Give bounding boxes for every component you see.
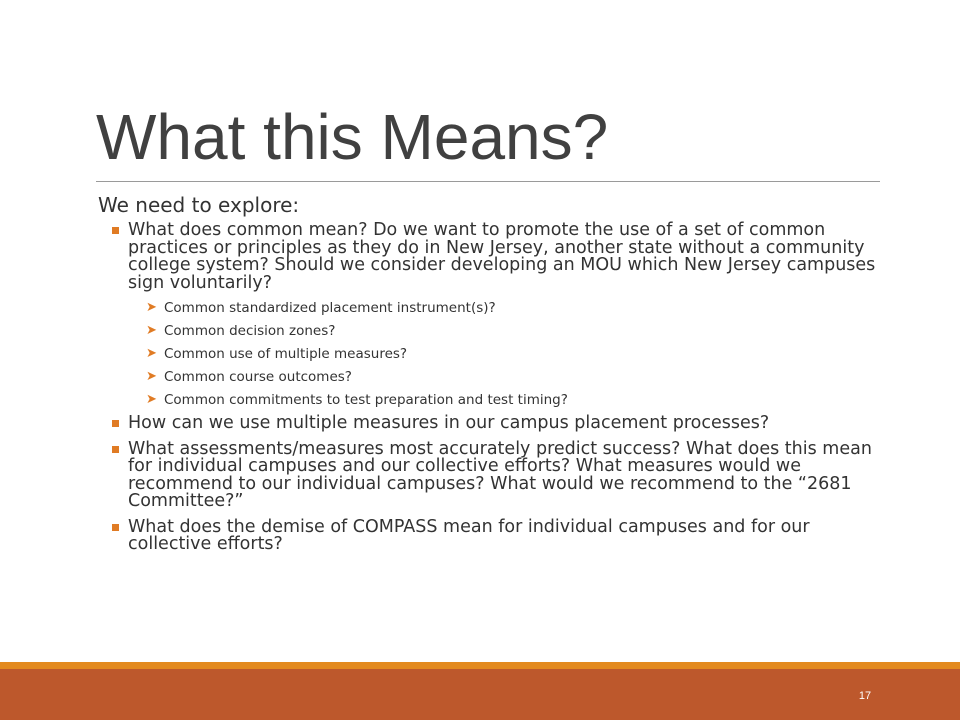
arrow-bullet-icon: ➤: [146, 369, 157, 384]
sub-bullet-text: Common use of multiple measures?: [164, 346, 408, 362]
slide-content: [98, 193, 878, 562]
sub-bullet-item: [98, 369, 878, 385]
page-number: 17: [858, 690, 872, 702]
bullet-text: What does common mean? Do we want to promote the use of a set of common practices or principles as they do in New Jersey, another state without a community college system? Should we consider developing an MOU which New Jersey campuses sign voluntarily?: [128, 220, 876, 293]
sub-bullet-list: [98, 300, 878, 408]
bullet-item: [98, 415, 878, 433]
square-bullet-icon: [112, 524, 119, 531]
title-divider: [96, 181, 880, 182]
bullet-text: What assessments/measures most accurately predict success? What does this mean for individual campuses and our collective efforts? What measures would we recommend to our individual campuses? What would we recommend to the “2681 Committee?”: [128, 438, 872, 511]
bullet-text: How can we use multiple measures in our campus placement processes?: [128, 413, 770, 433]
intro-text: We need to explore:: [98, 193, 300, 217]
sub-bullet-text: Common standardized placement instrument(s)?: [164, 300, 496, 316]
sub-bullet-text: Common course outcomes?: [164, 369, 352, 385]
sub-bullet-item: [98, 300, 878, 316]
sub-bullet-text: Common commitments to test preparation and test timing?: [164, 392, 568, 408]
square-bullet-icon: [112, 446, 119, 453]
slide-title: What this Means?: [96, 101, 609, 173]
square-bullet-icon: [112, 420, 119, 427]
arrow-bullet-icon: ➤: [146, 300, 157, 315]
bullet-item: [98, 438, 878, 511]
bullet-item: [98, 222, 878, 292]
sub-bullet-item: [98, 392, 878, 408]
bullet-text: What does the demise of COMPASS mean for individual campuses and for our collective efforts?: [128, 516, 810, 554]
arrow-bullet-icon: ➤: [146, 323, 157, 338]
arrow-bullet-icon: ➤: [146, 346, 157, 361]
sub-bullet-item: [98, 323, 878, 339]
bullet-item: [98, 516, 878, 554]
arrow-bullet-icon: ➤: [146, 392, 157, 407]
sub-bullet-text: Common decision zones?: [164, 323, 336, 339]
footer-band: [0, 669, 960, 720]
sub-bullet-item: [98, 346, 878, 362]
footer-accent-stripe: [0, 662, 960, 669]
square-bullet-icon: [112, 227, 119, 234]
